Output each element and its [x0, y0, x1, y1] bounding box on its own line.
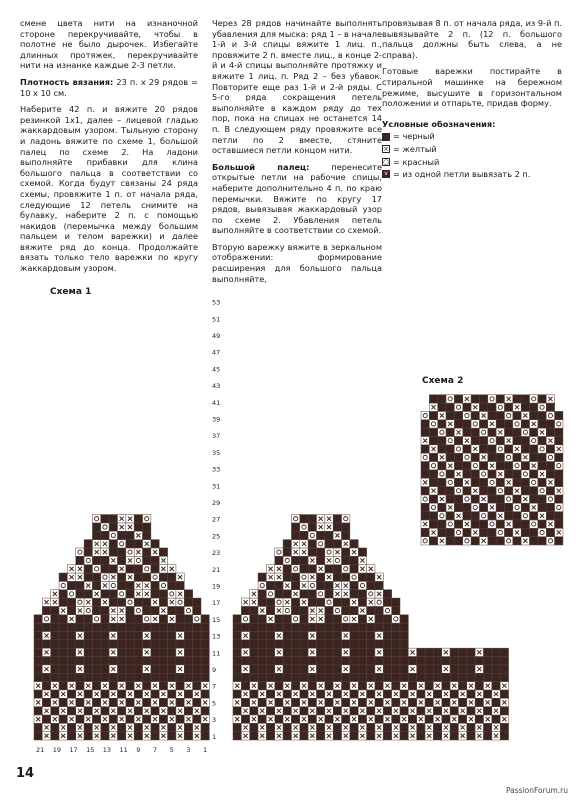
col-label: 1: [203, 746, 208, 754]
row-label: 5: [212, 699, 217, 708]
col-label: 21: [36, 746, 45, 754]
row-label: 53: [212, 298, 221, 307]
density-label: Плотность вязания:: [20, 76, 114, 87]
row-label: 19: [212, 582, 221, 591]
col-label: 13: [102, 746, 112, 754]
cross-square-icon: ×: [383, 145, 389, 154]
row-label: 13: [212, 632, 221, 641]
col-label: 7: [152, 746, 158, 754]
col-label: 9: [136, 746, 141, 754]
row-label: 51: [212, 315, 221, 324]
scheme-1-grid: [34, 515, 209, 740]
row-label: 41: [212, 398, 221, 407]
paragraph: Через 28 рядов начинайте выполнять убавления для мыска: ряд 1 – в начале 1-й и 3-й спицы вяжите 1 лиц. п., провяжите 2 п. вместе лиц., в конце 2-й и 4-й спицы выполняйте протяжку и вяжите 1 лиц. п. Ряд 2 – без убавок. Повторите еще раз 1-й и 2-й ряды. С 5-го ряда сокращения петель выполняйте в каждом ряду до тех пор, пока на спицах не останется 14 п. В следующем ряду провяжите все петли по 2 вместе, стяните оставшиеся петли концом нити.: [212, 18, 382, 156]
paragraph: Наберите 42 п. и вяжите 20 рядов резинкой 1х1, далее – лицевой гладью жаккардовым узором. Тыльную сторону и ладонь вяжите по схеме 1, большой палец по схеме 2. На ладони выполняйте прибавки для клина большого пальца в соответствии со схемой. Когда будут связаны 24 ряда схемы, провяжите 1 п. от начала ряда, следующие 12 петель снимите на булавку, наберите 2 п. с помощью накидов (перемычка между большим пальцем и телом варежки) и далее вяжите ряд до конца. Продолжайте вязать только тело варежки по кругу жаккардовым узором.: [20, 104, 198, 274]
col-label: 5: [169, 746, 174, 754]
page-number: 14: [16, 766, 35, 781]
legend-title: Условные обозначения:: [382, 118, 496, 129]
paragraph: смене цвета нити на изнаночной стороне перекручивайте, чтобы в полотне не было дырочек. Избегайте длинных протяжек, перекручивайте нити на изнанке каждые 2-3 петли.: [20, 18, 198, 71]
row-label: 9: [212, 666, 217, 675]
chevron-down-icon: v: [382, 170, 390, 178]
legend-label: = желтый: [393, 143, 437, 154]
row-label: 45: [212, 365, 221, 374]
row-label: 15: [212, 615, 221, 624]
paragraph: Готовые варежки постирайте в стиральной машинке на бережном режиме, высушите в горизонтальном положении и отпарьте, придав форму.: [382, 66, 562, 109]
col-label: 11: [119, 746, 128, 754]
paragraph: Вторую варежку вяжите в зеркальном отображении: формирование расширения для большого пальца выполняйте,: [212, 241, 382, 284]
row-label: 43: [212, 382, 221, 391]
density-value: 23 п. х 29 рядов = 10 х 10 см.: [20, 76, 198, 98]
legend-label: = из одной петли вывязать 2 п.: [393, 169, 531, 180]
col-label: 15: [86, 746, 95, 754]
legend-label: = черный: [393, 131, 435, 142]
col-label: 17: [69, 746, 78, 754]
site-watermark: PassionForum.ru: [505, 786, 568, 795]
col-label: 19: [52, 746, 61, 754]
row-label: 33: [212, 465, 221, 474]
circle-square-icon: ○: [383, 157, 390, 166]
row-label: 1: [212, 732, 217, 741]
row-label: 49: [212, 332, 221, 341]
row-label: 31: [212, 482, 221, 491]
row-label: 23: [212, 549, 221, 558]
row-label: 47: [212, 348, 221, 357]
row-label: 11: [212, 649, 221, 658]
row-label: 25: [212, 532, 221, 541]
paragraph: провязывая 8 п. от начала ряда, из 9-й п. вывязывайте 2 п. (12 п. большого пальца должны быть слева, а не справа).: [382, 18, 562, 60]
scheme-1-title: Схема 1: [50, 287, 92, 297]
scheme-2-grid: [421, 395, 563, 545]
row-label: 39: [212, 415, 221, 424]
row-label: 7: [212, 682, 217, 691]
row-label: 35: [212, 448, 221, 457]
scheme-1-mirror-grid: [233, 515, 509, 740]
row-label: 37: [212, 432, 221, 441]
row-label: 17: [212, 599, 221, 608]
row-label: 29: [212, 499, 221, 508]
row-label: 27: [212, 515, 221, 524]
row-label: 21: [212, 565, 221, 574]
col-label: 3: [186, 746, 191, 754]
row-label: 3: [212, 716, 217, 725]
thumb-text: перенесите открытые петли на рабочие спицы, наберите дополнительно 4 п. по краю перемычки. Вяжите по кругу 17 рядов, вывязывая жаккардовый узор по схеме 2. Убавления петель выполняйте в соответствии со схемой.: [212, 161, 382, 236]
thumb-label: Большой палец:: [212, 161, 310, 172]
scheme-2-title: Схема 2: [422, 376, 464, 386]
legend-label: = красный: [393, 156, 440, 167]
